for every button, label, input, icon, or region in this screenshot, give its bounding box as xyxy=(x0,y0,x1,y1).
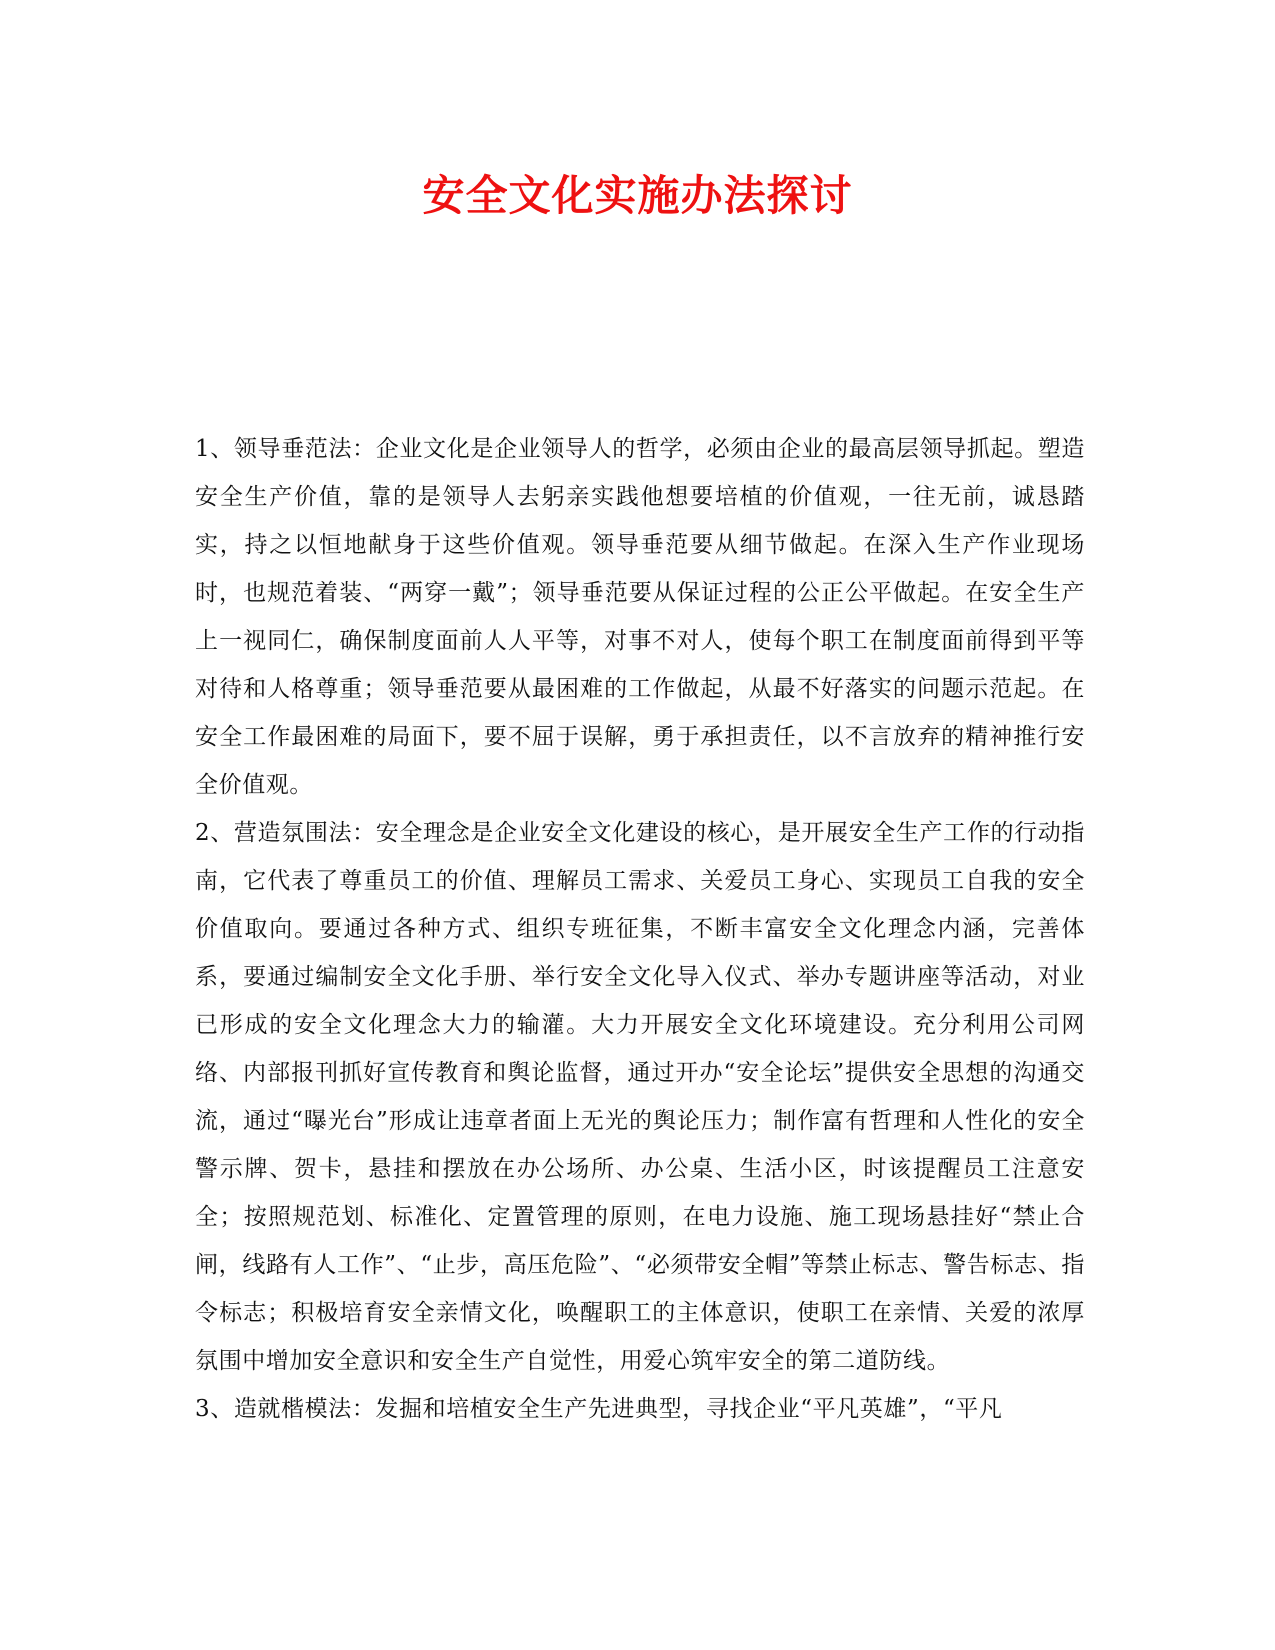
paragraph-2: 2、营造氛围法：安全理念是企业安全文化建设的核心，是开展安全生产工作的行动指南，它代表了尊重员工的价值、理解员工需求、关爱员工身心、实现员工自我的安全价值取向。要通过各种方式、组织专班征集，不断丰富安全文化理念内涵，完善体系，要通过编制安全文化手册、举行安全文化导入仪式、举办专题讲座等活动，对业已形成的安全文化理念大力的输灌。大力开展安全文化环境建设。充分利用公司网络、内部报刊抓好宣传教育和舆论监督，通过开办“安全论坛”提供安全思想的沟通交流，通过“曝光台”形成让违章者面上无光的舆论压力；制作富有哲理和人性化的安全警示牌、贺卡，悬挂和摆放在办公场所、办公桌、生活小区，时该提醒员工注意安全；按照规范划、标准化、定置管理的原则，在电力设施、施工现场悬挂好“禁止合闸，线路有人工作”、“止步，高压危险”、“必须带安全帽”等禁止标志、警告标志、指令标志；积极培育安全亲情文化，唤醒职工的主体意识，使职工在亲情、关爱的浓厚氛围中增加安全意识和安全生产自觉性，用爱心筑牢安全的第二道防线。 xyxy=(195,820,1085,1374)
document-title: 安全文化实施办法探讨 xyxy=(422,171,853,220)
paragraph-1: 1、领导垂范法：企业文化是企业领导人的哲学，必须由企业的最高层领导抓起。塑造安全生产价值，靠的是领导人去躬亲实践他想要培植的价值观，一往无前，诚恳踏实，持之以恒地献身于这些价值观。领导垂范要从细节做起。在深入生产作业现场时，也规范着装、“两穿一戴”；领导垂范要从保证过程的公正公平做起。在安全生产上一视同仁，确保制度面前人人平等，对事不对人，使每个职工在制度面前得到平等对待和人格尊重；领导垂范要从最困难的工作做起，从最不好落实的问题示范起。在安全工作最困难的局面下，要不屈于误解，勇于承担责任，以不言放弃的精神推行安全价值观。 xyxy=(195,436,1085,798)
paragraph-3: 3、造就楷模法：发掘和培植安全生产先进典型，寻找企业“平凡英雄”，“平凡 xyxy=(195,1396,1003,1422)
document-body xyxy=(195,425,1085,1433)
